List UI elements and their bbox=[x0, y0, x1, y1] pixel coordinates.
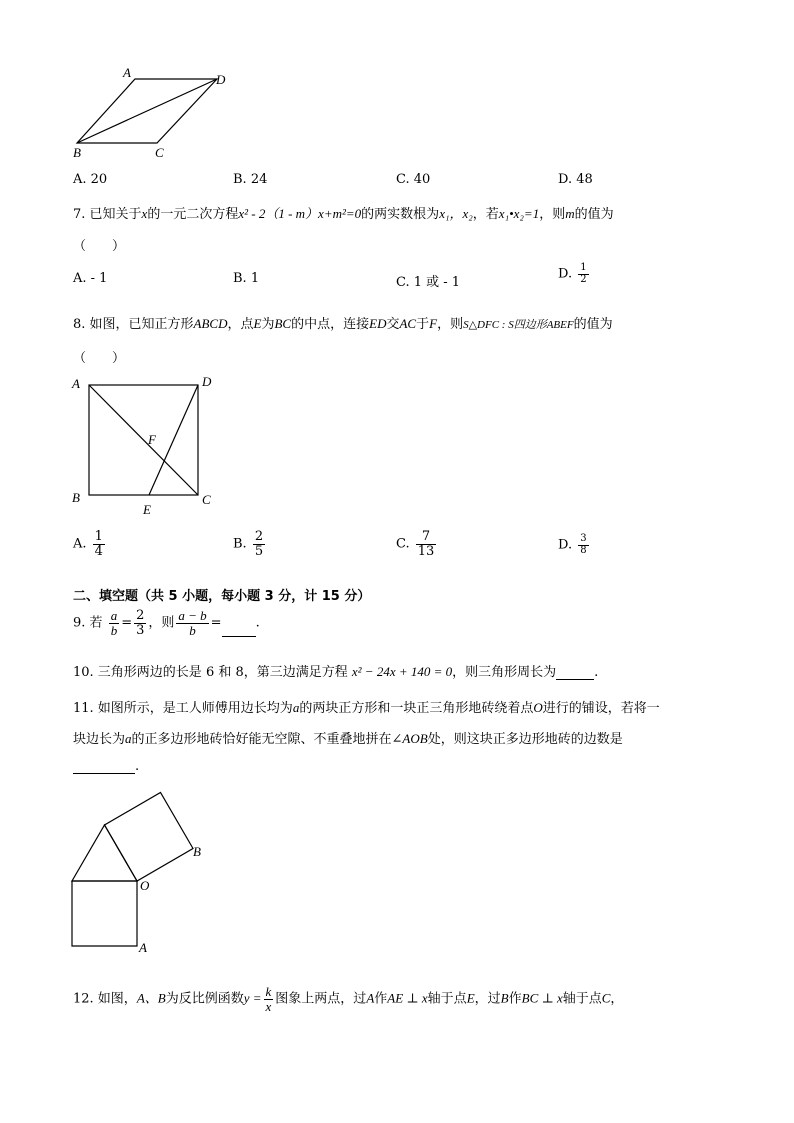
q12-text-mid5: ，过 bbox=[474, 991, 501, 1007]
q11-line-1 bbox=[73, 697, 660, 716]
q9-f3-num: a − b bbox=[178, 608, 207, 623]
q8-option-b-fraction bbox=[253, 530, 265, 558]
q12-func-fraction bbox=[264, 985, 274, 1013]
q12-pb: B bbox=[500, 990, 509, 1006]
q8-option-d-label: D. bbox=[558, 537, 573, 553]
bottom-square-tile bbox=[72, 881, 137, 946]
q7-option-d-fraction bbox=[578, 263, 588, 285]
q9-f2-num: 2 bbox=[136, 608, 145, 623]
q8-option-a bbox=[73, 530, 107, 558]
q11-line-2 bbox=[73, 728, 623, 747]
label-b: B bbox=[73, 145, 81, 160]
q12-text-end: ， bbox=[610, 991, 624, 1007]
q10-text-end: ，则三角形周长为 bbox=[452, 665, 557, 680]
q12-bc: BC ⊥ x bbox=[521, 990, 563, 1006]
label-d: D bbox=[216, 72, 226, 87]
label-o: O bbox=[140, 878, 150, 893]
q7-var-x: x bbox=[141, 206, 148, 221]
q8-text-mid5: 于 bbox=[416, 317, 430, 332]
q8-option-b-num: 2 bbox=[254, 529, 264, 544]
tilted-square-tile bbox=[105, 793, 194, 882]
q11-var-o: O bbox=[533, 700, 543, 715]
label-a: A bbox=[139, 940, 147, 955]
q10-stem bbox=[73, 661, 598, 680]
q7-text-mid4: ，则 bbox=[539, 207, 566, 222]
q9-mid: ，则 bbox=[148, 615, 175, 631]
q8-seg-bc: BC bbox=[274, 316, 292, 331]
q8-option-a-num: 1 bbox=[94, 529, 103, 544]
q7-equation: x² - 2（1 - m）x+m²=0 bbox=[238, 206, 362, 221]
q11-answer-line bbox=[73, 759, 139, 774]
q7-text-mid1: 的一元二次方程 bbox=[147, 207, 239, 222]
q7-text-mid2: 的两实数根为 bbox=[361, 207, 440, 222]
q8-option-d bbox=[558, 534, 591, 556]
diagonal-bd bbox=[77, 79, 217, 143]
q12-text-mid3: 作 bbox=[374, 991, 388, 1007]
q8-option-d-num: 3 bbox=[580, 533, 587, 544]
square-figure bbox=[60, 370, 230, 520]
q9-f1-num: a bbox=[110, 608, 118, 623]
q10-text-pre: 10. 三角形两边的长是 6 和 8，第三边满足方程 bbox=[73, 665, 348, 680]
q11-line2-mid: 的正多边形地砖恰好能无空隙、不重叠地拼在 bbox=[131, 732, 392, 747]
q11-var-a2: a bbox=[125, 731, 132, 746]
q8-text-mid3: 的中点，连接 bbox=[291, 317, 370, 332]
q12-ae: AE ⊥ x bbox=[387, 990, 428, 1006]
q7-option-d-num: 1 bbox=[580, 262, 587, 273]
q9-prefix: 9. 若 bbox=[73, 615, 103, 631]
q12-func-den: x bbox=[265, 998, 272, 1014]
q8-option-a-den: 4 bbox=[94, 543, 103, 559]
q7-var-m: m bbox=[565, 206, 575, 221]
q11-var-a1: a bbox=[292, 700, 300, 715]
q6-option-c: C. 40 bbox=[396, 172, 431, 187]
q11-line2-end: 处，则这块正多边形地砖的边数是 bbox=[427, 732, 623, 747]
q9-f3-den: b bbox=[189, 622, 196, 638]
q11-answer-blank[interactable] bbox=[73, 759, 135, 774]
q12-func-num: k bbox=[265, 984, 272, 999]
q7-text-end: 的值为 bbox=[574, 207, 614, 222]
q8-text-mid1: ，点 bbox=[227, 317, 254, 332]
q8-text-mid6: ，则 bbox=[437, 317, 464, 332]
q12-func-lhs: y = bbox=[243, 990, 262, 1006]
section-2-heading: 二、填空题（共 5 小题，每小题 3 分，计 15 分） bbox=[73, 589, 371, 604]
q12-pe: E bbox=[466, 990, 475, 1006]
q6-option-d: D. 48 bbox=[558, 172, 593, 187]
q8-ratio: S△DFC : S四边形ABEF bbox=[463, 319, 574, 331]
q11-line1-pre: 11. 如图所示，是工人师傅用边长均为 bbox=[73, 701, 293, 716]
q8-option-b-label: B. bbox=[233, 536, 247, 552]
parallelogram-figure bbox=[60, 60, 260, 170]
q7-option-d-label: D. bbox=[558, 266, 573, 282]
q8-text-end: 的值为 bbox=[573, 317, 613, 332]
q7-option-b: B. 1 bbox=[233, 271, 260, 286]
q9-stem bbox=[73, 609, 260, 637]
q7-answer-paren: （ ） bbox=[73, 239, 126, 254]
segment-ed bbox=[149, 385, 198, 495]
q11-line2-pre: 块边长为 bbox=[73, 732, 126, 747]
label-d: D bbox=[202, 374, 212, 389]
q7-condition: x₁•x₂=1 bbox=[498, 206, 540, 221]
q8-option-b bbox=[233, 530, 267, 558]
q7-text-pre: 7. 已知关于 bbox=[73, 207, 142, 222]
q6-option-b: B. 24 bbox=[233, 172, 268, 187]
label-e: E bbox=[143, 502, 151, 517]
q11-angle: ∠AOB bbox=[391, 731, 428, 746]
q12-stem bbox=[73, 985, 623, 1013]
q8-seg-ac: AC bbox=[399, 316, 417, 331]
q9-f2-den: 3 bbox=[136, 622, 145, 638]
q8-option-b-den: 5 bbox=[254, 543, 264, 559]
q8-option-c-label: C. bbox=[396, 536, 410, 552]
label-f: F bbox=[148, 432, 156, 447]
q8-text-mid4: 交 bbox=[386, 317, 400, 332]
q10-period: . bbox=[594, 665, 599, 680]
q9-period: . bbox=[255, 615, 260, 631]
q8-answer-paren: （ ） bbox=[73, 351, 126, 366]
label-c: C bbox=[202, 492, 211, 507]
q8-option-c-num: 7 bbox=[416, 530, 437, 545]
q7-option-c: C. 1 或 - 1 bbox=[396, 275, 461, 290]
q8-option-a-fraction bbox=[93, 530, 105, 558]
label-b: B bbox=[193, 844, 201, 859]
q6-option-a: A. 20 bbox=[73, 172, 108, 187]
q9-end: = bbox=[210, 615, 222, 631]
q9-answer-blank[interactable] bbox=[222, 622, 256, 637]
q9-fraction-2-over-3 bbox=[134, 609, 146, 637]
q12-text-mid4: 轴于点 bbox=[427, 991, 467, 1007]
q8-option-d-fraction bbox=[578, 534, 588, 556]
q8-stem bbox=[73, 313, 613, 332]
label-c: C bbox=[155, 145, 164, 160]
q11-line1-mid: 的两块正方形和一块正三角形地砖绕着点 bbox=[299, 701, 534, 716]
q12-text-mid7: 轴于点 bbox=[562, 991, 602, 1007]
q9-fraction-a-minus-b bbox=[176, 609, 208, 637]
q9-eq: = bbox=[121, 615, 133, 631]
q11-line1-end: 进行的铺设，若将一 bbox=[542, 701, 660, 716]
q12-text-pre: 12. 如图， bbox=[73, 991, 137, 1007]
q7-text-mid3: ，若 bbox=[472, 207, 499, 222]
q8-option-c-fraction bbox=[416, 530, 437, 558]
q8-option-c bbox=[396, 530, 438, 558]
q11-period: . bbox=[135, 759, 140, 774]
q12-text-mid1: 为反比例函数 bbox=[165, 991, 244, 1007]
q12-ab: A、B bbox=[136, 990, 166, 1006]
q8-point-e: E bbox=[253, 316, 262, 331]
q7-option-d bbox=[558, 263, 591, 285]
q8-text-pre: 8. 如图，已知正方形 bbox=[73, 317, 194, 332]
q7-option-a: A. - 1 bbox=[73, 271, 108, 286]
q7-roots: x₁，x₂ bbox=[439, 206, 473, 221]
q8-square: ABCD bbox=[193, 316, 228, 331]
q12-pa: A bbox=[366, 990, 375, 1006]
q9-fraction-a-over-b bbox=[109, 609, 120, 637]
diagonal-ac bbox=[89, 385, 198, 495]
q12-text-mid6: 作 bbox=[508, 991, 522, 1007]
q12-pc: C bbox=[601, 990, 611, 1006]
q8-option-a-label: A. bbox=[73, 536, 87, 552]
label-a: A bbox=[72, 376, 80, 391]
label-b: B bbox=[72, 490, 80, 505]
q8-option-c-den: 13 bbox=[417, 543, 435, 559]
q10-equation: x² − 24x + 140 = 0 bbox=[351, 664, 453, 679]
q12-text-mid2: 图象上两点，过 bbox=[275, 991, 367, 1007]
q7-stem bbox=[73, 203, 614, 222]
q8-seg-ed: ED bbox=[369, 316, 387, 331]
q7-option-d-den: 2 bbox=[580, 273, 587, 285]
tiling-figure bbox=[60, 780, 230, 960]
q8-point-f: F bbox=[429, 316, 438, 331]
q8-text-mid2: 为 bbox=[261, 317, 275, 332]
q10-answer-blank[interactable] bbox=[556, 665, 594, 680]
triangle-tile bbox=[72, 825, 137, 881]
q8-option-d-den: 8 bbox=[580, 544, 587, 556]
q9-f1-den: b bbox=[110, 622, 118, 638]
label-a: A bbox=[123, 65, 131, 80]
